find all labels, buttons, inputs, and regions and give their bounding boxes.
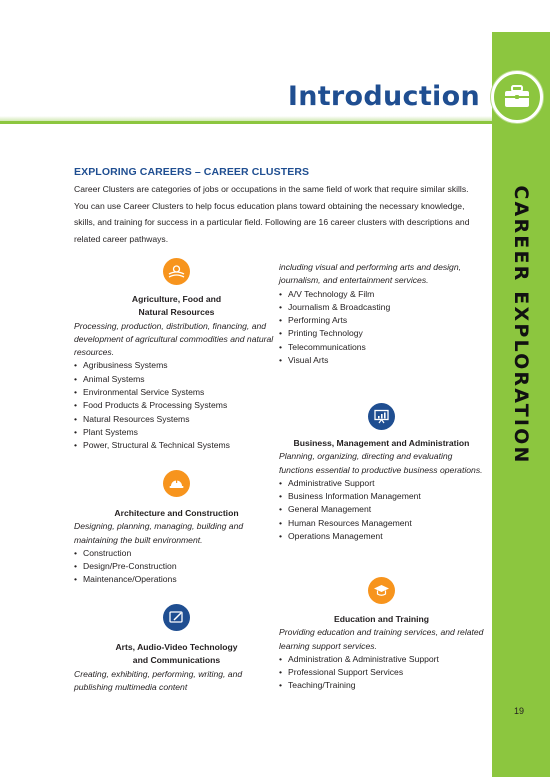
pathway-item: • Performing Arts xyxy=(279,314,484,327)
pathway-item: • Plant Systems xyxy=(74,426,279,439)
pathway-item: • Operations Management xyxy=(279,530,484,543)
cluster-title: Arts, Audio-Video Technology xyxy=(115,642,238,652)
cluster-business xyxy=(279,403,484,543)
pathway-list xyxy=(74,359,279,452)
hard-hat-icon xyxy=(168,475,185,492)
cluster-title: Natural Resources xyxy=(138,307,215,318)
pathway-item: • Animal Systems xyxy=(74,373,279,386)
cluster-icon-education xyxy=(368,577,395,604)
cluster-title: Agriculture, Food and xyxy=(131,294,222,304)
cluster-description: Providing education and training services, and related learning support services. xyxy=(279,627,484,651)
cluster-description: Designing, planning, managing, building and maintaining the built environment. xyxy=(74,521,244,545)
side-section-label: CAREER EXPLORATION xyxy=(510,185,532,465)
cluster-icon-agriculture xyxy=(163,258,190,285)
pathway-item: • Telecommunications xyxy=(279,341,484,354)
pathway-item: • Visual Arts xyxy=(279,354,484,367)
pathway-item: • Food Products & Processing Systems xyxy=(74,399,279,412)
cluster-icon-arts xyxy=(163,604,190,631)
graduation-cap-icon xyxy=(373,582,390,599)
pathway-item: • Environmental Service Systems xyxy=(74,386,279,399)
pathway-item: • Administrative Support xyxy=(279,477,484,490)
pathway-item: • Professional Support Services xyxy=(279,666,484,679)
intro-section xyxy=(74,166,474,247)
pathway-item: • Teaching/Training xyxy=(279,679,484,692)
cluster-title: Business, Management and Administration xyxy=(293,438,470,448)
header-rule xyxy=(0,121,492,124)
pathway-item: • Maintenance/Operations xyxy=(74,573,279,586)
cluster-description: including visual and performing arts and design, journalism, and entertainment services. xyxy=(279,262,462,286)
pathway-item: • Construction xyxy=(74,547,279,560)
presentation-chart-icon xyxy=(373,408,390,425)
cluster-title: Architecture and Construction xyxy=(114,508,239,518)
cluster-education xyxy=(279,577,484,693)
page-title: Introduction xyxy=(287,81,480,112)
intro-heading: EXPLORING CAREERS – CAREER CLUSTERS xyxy=(74,166,310,178)
cluster-description: Creating, exhibiting, performing, writing, and publishing multimedia content xyxy=(74,668,243,692)
page-number: 19 xyxy=(513,706,524,716)
intro-body: Career Clusters are categories of jobs or occupations in the same field of work that require similar skills. You can use Career Clusters to help focus education plans toward obtaining the necessary knowledge, skills, and training for success in a particular field. Following are 16 career clusters with descriptions and related career pathways. xyxy=(74,184,470,244)
pathway-item: • General Management xyxy=(279,503,484,516)
pathway-item: • Printing Technology xyxy=(279,327,484,340)
pathway-item: • Design/Pre-Construction xyxy=(74,560,279,573)
pathway-item: • Natural Resources Systems xyxy=(74,413,279,426)
drawing-tablet-icon xyxy=(168,609,185,626)
pathway-item: • Business Information Management xyxy=(279,490,484,503)
cluster-description: Planning, organizing, directing and evaluating functions essential to productive business operations. xyxy=(279,451,483,475)
pathway-item: • Agribusiness Systems xyxy=(74,359,279,372)
cluster-arts xyxy=(74,604,279,694)
cluster-architecture xyxy=(74,470,279,587)
pathway-item: • A/V Technology & Film xyxy=(279,288,484,301)
cluster-agriculture xyxy=(74,258,279,453)
pathway-list xyxy=(279,653,484,693)
cluster-title: Education and Training xyxy=(333,614,429,624)
pathway-item: • Power, Structural & Technical Systems xyxy=(74,439,279,452)
cluster-title: and Communications xyxy=(132,655,221,666)
cluster-arts-continued xyxy=(279,261,484,367)
cluster-icon-architecture xyxy=(163,470,190,497)
farm-field-icon xyxy=(168,263,185,280)
section-badge xyxy=(491,71,543,123)
pathway-list xyxy=(74,547,279,587)
briefcase-icon xyxy=(503,84,531,110)
pathway-item: • Journalism & Broadcasting xyxy=(279,301,484,314)
pathway-item: • Administration & Administrative Support xyxy=(279,653,484,666)
pathway-list xyxy=(279,288,484,368)
pathway-item: • Human Resources Management xyxy=(279,517,484,530)
cluster-description: Processing, production, distribution, financing, and development of agricultural commodities and natural resources. xyxy=(74,320,274,358)
pathway-list xyxy=(279,477,484,543)
cluster-icon-business xyxy=(368,403,395,430)
